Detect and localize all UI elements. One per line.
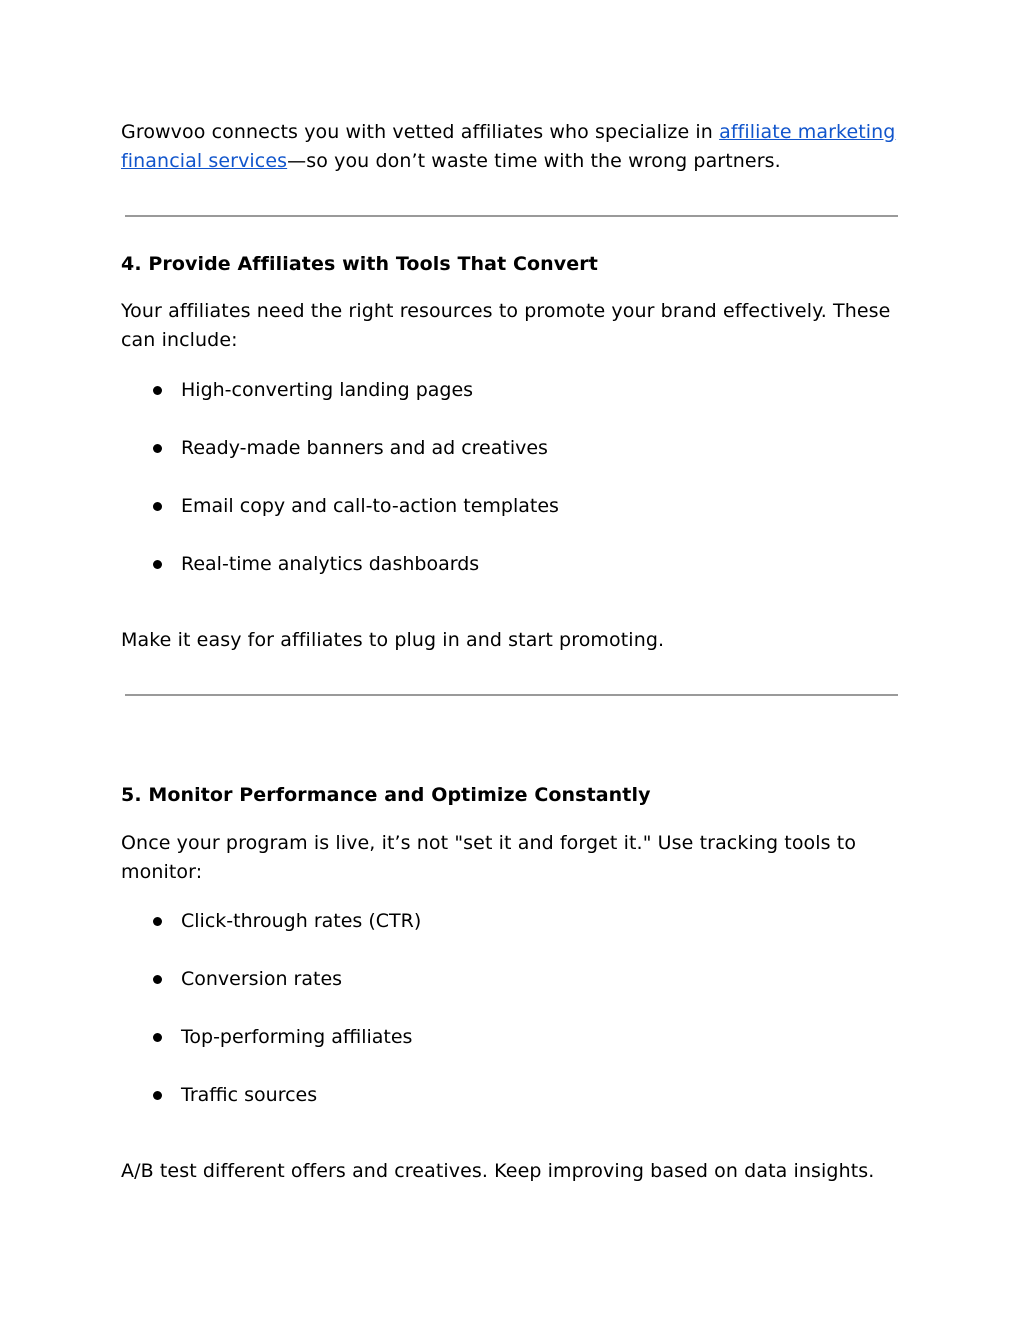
list-item: Real-time analytics dashboards [121, 551, 911, 577]
bullet-icon [153, 386, 162, 395]
affiliate-marketing-link[interactable]: affiliate marketing financial services [121, 121, 896, 172]
list-item: Ready-made banners and ad creatives [121, 435, 911, 461]
bullet-icon [153, 1033, 162, 1042]
list-item: Traffic sources [121, 1082, 911, 1108]
intro-text-before: Growvoo connects you with vetted affiliates who specialize in [121, 121, 720, 143]
section-4-heading: 4. Provide Affiliates with Tools That Convert [121, 253, 598, 275]
intro-paragraph [121, 118, 911, 176]
bullet-icon [153, 560, 162, 569]
intro-text-after: —so you don’t waste time with the wrong partners. [287, 150, 781, 172]
bullet-icon [153, 502, 162, 511]
section-4-closing: Make it easy for affiliates to plug in and start promoting. [121, 629, 665, 651]
list-item: Top-performing affiliates [121, 1024, 911, 1050]
list-item: High-converting landing pages [121, 377, 911, 403]
list-item: Click-through rates (CTR) [121, 908, 911, 934]
divider-2 [125, 694, 898, 696]
list-item: Email copy and call-to-action templates [121, 493, 911, 519]
bullet-icon [153, 917, 162, 926]
bullet-icon [153, 444, 162, 453]
section-5-closing: A/B test different offers and creatives. Keep improving based on data insights. [121, 1160, 875, 1182]
section-5-list [121, 908, 911, 1108]
section-5-intro: Once your program is live, it’s not "set it and forget it." Use tracking tools to monitor: [121, 832, 857, 883]
bullet-icon [153, 975, 162, 984]
bullet-icon [153, 1091, 162, 1100]
section-4-intro: Your affiliates need the right resources to promote your brand effectively. These can include: [121, 300, 891, 351]
divider-1 [125, 215, 898, 217]
section-4-list [121, 377, 911, 577]
list-item: Conversion rates [121, 966, 911, 992]
section-5-heading: 5. Monitor Performance and Optimize Constantly [121, 784, 651, 806]
